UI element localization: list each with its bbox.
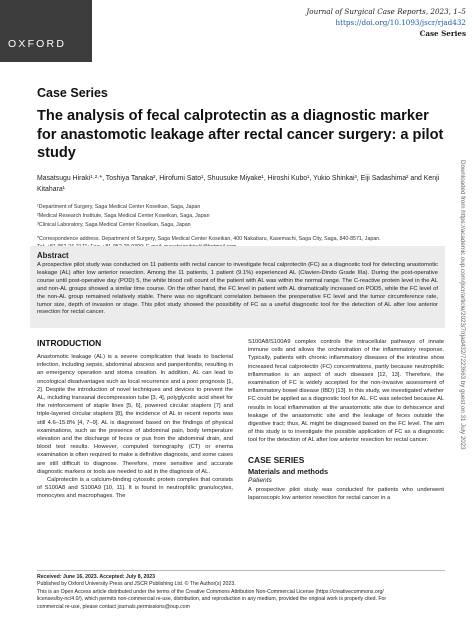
abstract-text: A prospective pilot study was conducted on 11 patients with rectal cancer to investigate fecal calprotectin (FC) as a diagnostic tool for detecting anastomotic leakage (AL) after low anterior resection. Among the 11 patients, 1 patient (9.1%) experienced AL (Clavien-Dindo Grade IIIa). During the post-operative course until post-operative day (POD) 5, the white blood cell count of the patient with AL was within the normal range. The C-reactive protein level in the AL and non-AL groups showed a similar time course. On the other hand, the FC level in patient with AL dramatically increased on POD5, while the FC level of the non-AL group remained relatively stable. There was no significant correlation between the preoperative FC level and the tumor circumference rate, tumor size, depth of invasion or stage. This pilot study showed the possibility of FC as a useful diagnostic tool for the detection of AL after low anterior resection for rectal cancer. [37, 262, 438, 316]
article-type: Case Series [37, 86, 108, 100]
materials-methods-heading: Materials and methods [248, 466, 329, 476]
journal-name: Journal of Surgical Case Reports, 2023, 1–5 [306, 7, 466, 16]
article-header [37, 86, 445, 251]
left-column [37, 338, 233, 501]
download-watermark-text: Downloaded from https://academic.oup.com/jscr/article/2023/7/rjad432/7223663 by guest on 31 July 2023 [459, 160, 466, 450]
publisher-logo-block [0, 0, 92, 62]
affiliation-2: ²Medical Research Institute, Saga Medical Center Koseikan, Saga, Japan [37, 212, 210, 219]
abstract-heading: Abstract [37, 251, 69, 260]
affiliations [37, 203, 445, 230]
intro-paragraph-1: Anastomotic leakage (AL) is a severe complication that leads to bacterial infection, including sepsis, abdominal abscess and panperitonitis, resulting in an emergency operation and stoma creation. In addition, AL can lead to oncological disadvantages such as local recurrence and a poor prognosis [1, 2]. Despite the introduction of novel techniques and devices to prevent the AL, including transanal decompression tube [3, 4], polyglycolic acid sheet for the reinforcement of staple lines [5, 6], powered circular staplers [7] and triple-layered circular staplers [8], the incidence of AL in recent reports was still 4.6–15.8% [4, 7–9]. AL is diagnosed based on the findings of physical examinations, such as the presence of abdominal pain, body temperature elevation and the discharge of feces or pus from the abdominal drain, and blood test results. However, computed tomography (CT) or enema examination is often required to make a definitive diagnosis, and some cases are still difficult to diagnose. Therefore, more sensitive and accurate diagnostic markers or tools are needed to aid in the diagnosis of AL. [37, 354, 233, 475]
correspondence-address: *Correspondence address. Department of Surgery, Saga Medical Center Koseikan, 400 Nakabaru, Kasemachi, Saga City, Saga, 840-8571, Japan. [37, 235, 381, 242]
affiliation-3: ³Clinical Laboratory, Saga Medical Center Koseikan, Saga, Japan [37, 221, 191, 228]
article-title: The analysis of fecal calprotectin as a diagnostic marker for anastomotic leakage after rectal cancer surgery: a pilot study [37, 108, 444, 161]
footer-published: Published by Oxford University Press and JSCR Publishing Ltd. © The Author(s) 2023. [37, 581, 236, 588]
section-label: Case Series [419, 29, 466, 38]
author-list: Masatsugu Hiraki¹·²·*, Toshiya Tanaka², Hirofumi Sato¹, Shuusuke Miyake¹, Hiroshi Kubo¹, Yukio Shinkai³, Eiji Sadashima² and Kenji Kitahara¹ [37, 174, 440, 193]
journal-header [206, 6, 466, 39]
case-series-paragraph-1: A prospective pilot study was conducted for patients who underwent laparoscopic low anterior resection for rectal cancer in a [248, 486, 444, 501]
doi-link[interactable]: https://doi.org/10.1093/jscr/rjad432 [335, 18, 466, 27]
oxford-logo: OXFORD [8, 38, 67, 50]
case-series-heading: CASE SERIES [248, 454, 305, 465]
affiliation-1: ¹Department of Surgery, Saga Medical Center Koseikan, Saga, Japan [37, 203, 201, 210]
introduction-heading: INTRODUCTION [37, 338, 102, 348]
patients-heading: Patients [248, 476, 272, 484]
footer-dates: Received: June 16, 2023. Accepted: July 8, 2023 [37, 574, 156, 580]
intro-paragraph-3: S100A8/S100A9 complex controls the intracellular pathways of innate immune cells and allows the orchestration of the inflammatory response. Typically, patients with chronic inflammatory diseases of the intestine show increased fecal calprotectin (FC) concentrations, partly because neutrophilic inflammation is an aspect of such diseases [12, 13]. Therefore, the examination of FC is widely accepted for the non-invasive assessment of inflammatory bowel disease (IBD) [13]. In this study, we investigated whether FC could be applied as a diagnostic tool for AL. FC was selected because AL results in local inflammation at the anastomotic site due to dehiscence and leakage of the anastomotic site and the leakage of feces outside the digestive tract; thus, AL might be diagnosed based on the FC level. The aim of this study is to investigate the possible application of FC as a diagnostic tool for the detection of AL after low anterior resection for rectal cancer. [248, 339, 444, 444]
footer [37, 574, 445, 611]
footer-license-2: licenses/by-nc/4.0/), which permits non-commercial re-use, distribution, and reproduction in any medium, provided the original work is properly cited. For [37, 596, 387, 603]
right-column [248, 338, 444, 502]
download-watermark [456, 160, 468, 490]
footer-license-1: This is an Open Access article distributed under the terms of the Creative Commons Attribution Non-Commercial License (https://creativecommons.org/ [37, 588, 384, 595]
footer-divider [37, 570, 445, 571]
abstract-box [30, 246, 445, 328]
intro-paragraph-2: Calprotectin is a calcium-binding cytosolic protein complex that consists of S100A8 and S100A9 [10, 11]. It is found in neutrophilic granulocytes, monocytes and macrophages. The [37, 477, 233, 500]
footer-license-3: commercial re-use, please contact journals.permissions@oup.com [37, 603, 190, 610]
